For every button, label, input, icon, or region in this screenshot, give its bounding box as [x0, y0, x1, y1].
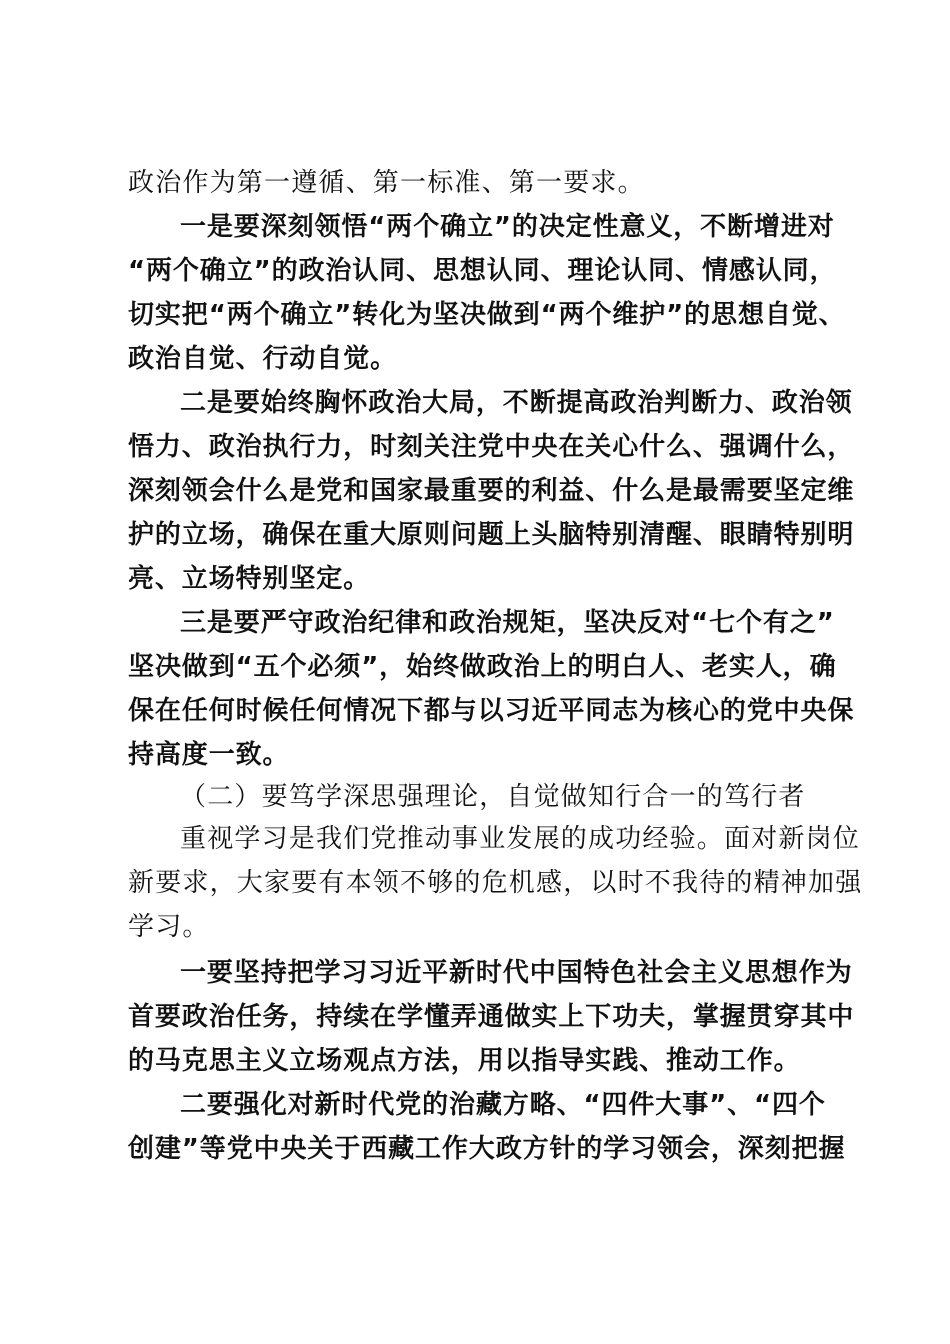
- text-line: 深刻领会什么是党和国家最重要的利益、什么是最需要坚定维: [128, 476, 855, 506]
- text-line: 持高度一致。: [128, 740, 290, 770]
- text-line: 二要强化对新时代党的治藏方略、“四件大事”、“四个: [180, 1090, 826, 1120]
- text-line: 创建”等党中央关于西藏工作大政方针的学习领会，深刻把握: [128, 1134, 846, 1164]
- text-line: 亮、立场特别坚定。: [128, 564, 371, 594]
- text-line: 保在任何时候任何情况下都与以习近平同志为核心的党中央保: [128, 696, 855, 726]
- text-line: 三是要严守政治纪律和政治规矩，坚决反对“七个有之”: [180, 608, 835, 638]
- text-line: 悟力、政治执行力，时刻关注党中央在关心什么、强调什么，: [128, 432, 855, 462]
- text-line: 的马克思主义立场观点方法，用以指导实践、推动工作。: [128, 1046, 801, 1076]
- text-line: 一是要深刻领悟“两个确立”的决定性意义，不断增进对: [180, 212, 835, 242]
- text-line: 护的立场，确保在重大原则问题上头脑特别清醒、眼睛特别明: [128, 520, 855, 550]
- text-line: 坚决做到“五个必须”，始终做政治上的明白人、老实人，确: [128, 652, 837, 682]
- text-line: 政治自觉、行动自觉。: [128, 344, 398, 374]
- text-line: 一要坚持把学习习近平新时代中国特色社会主义思想作为: [180, 958, 853, 988]
- text-line: 重视学习是我们党推动事业发展的成功经验。面对新岗位: [180, 824, 861, 854]
- section-heading: （二）要笃学深思强理论，自觉做知行合一的笃行者: [180, 782, 806, 812]
- text-line: “两个确立”的政治认同、思想认同、理论认同、情感认同，: [128, 256, 837, 286]
- text-line: 首要政治任务，持续在学懂弄通做实上下功夫，掌握贯穿其中: [128, 1002, 855, 1032]
- text-line: 切实把“两个确立”转化为坚决做到“两个维护”的思想自觉、: [128, 300, 846, 330]
- text-line: 政治作为第一遵循、第一标准、第一要求。: [128, 168, 645, 198]
- text-line: 学习。: [128, 912, 210, 942]
- text-line: 二是要始终胸怀政治大局，不断提高政治判断力、政治领: [180, 388, 853, 418]
- text-line: 新要求，大家要有本领不够的危机感，以时不我待的精神加强: [128, 868, 863, 898]
